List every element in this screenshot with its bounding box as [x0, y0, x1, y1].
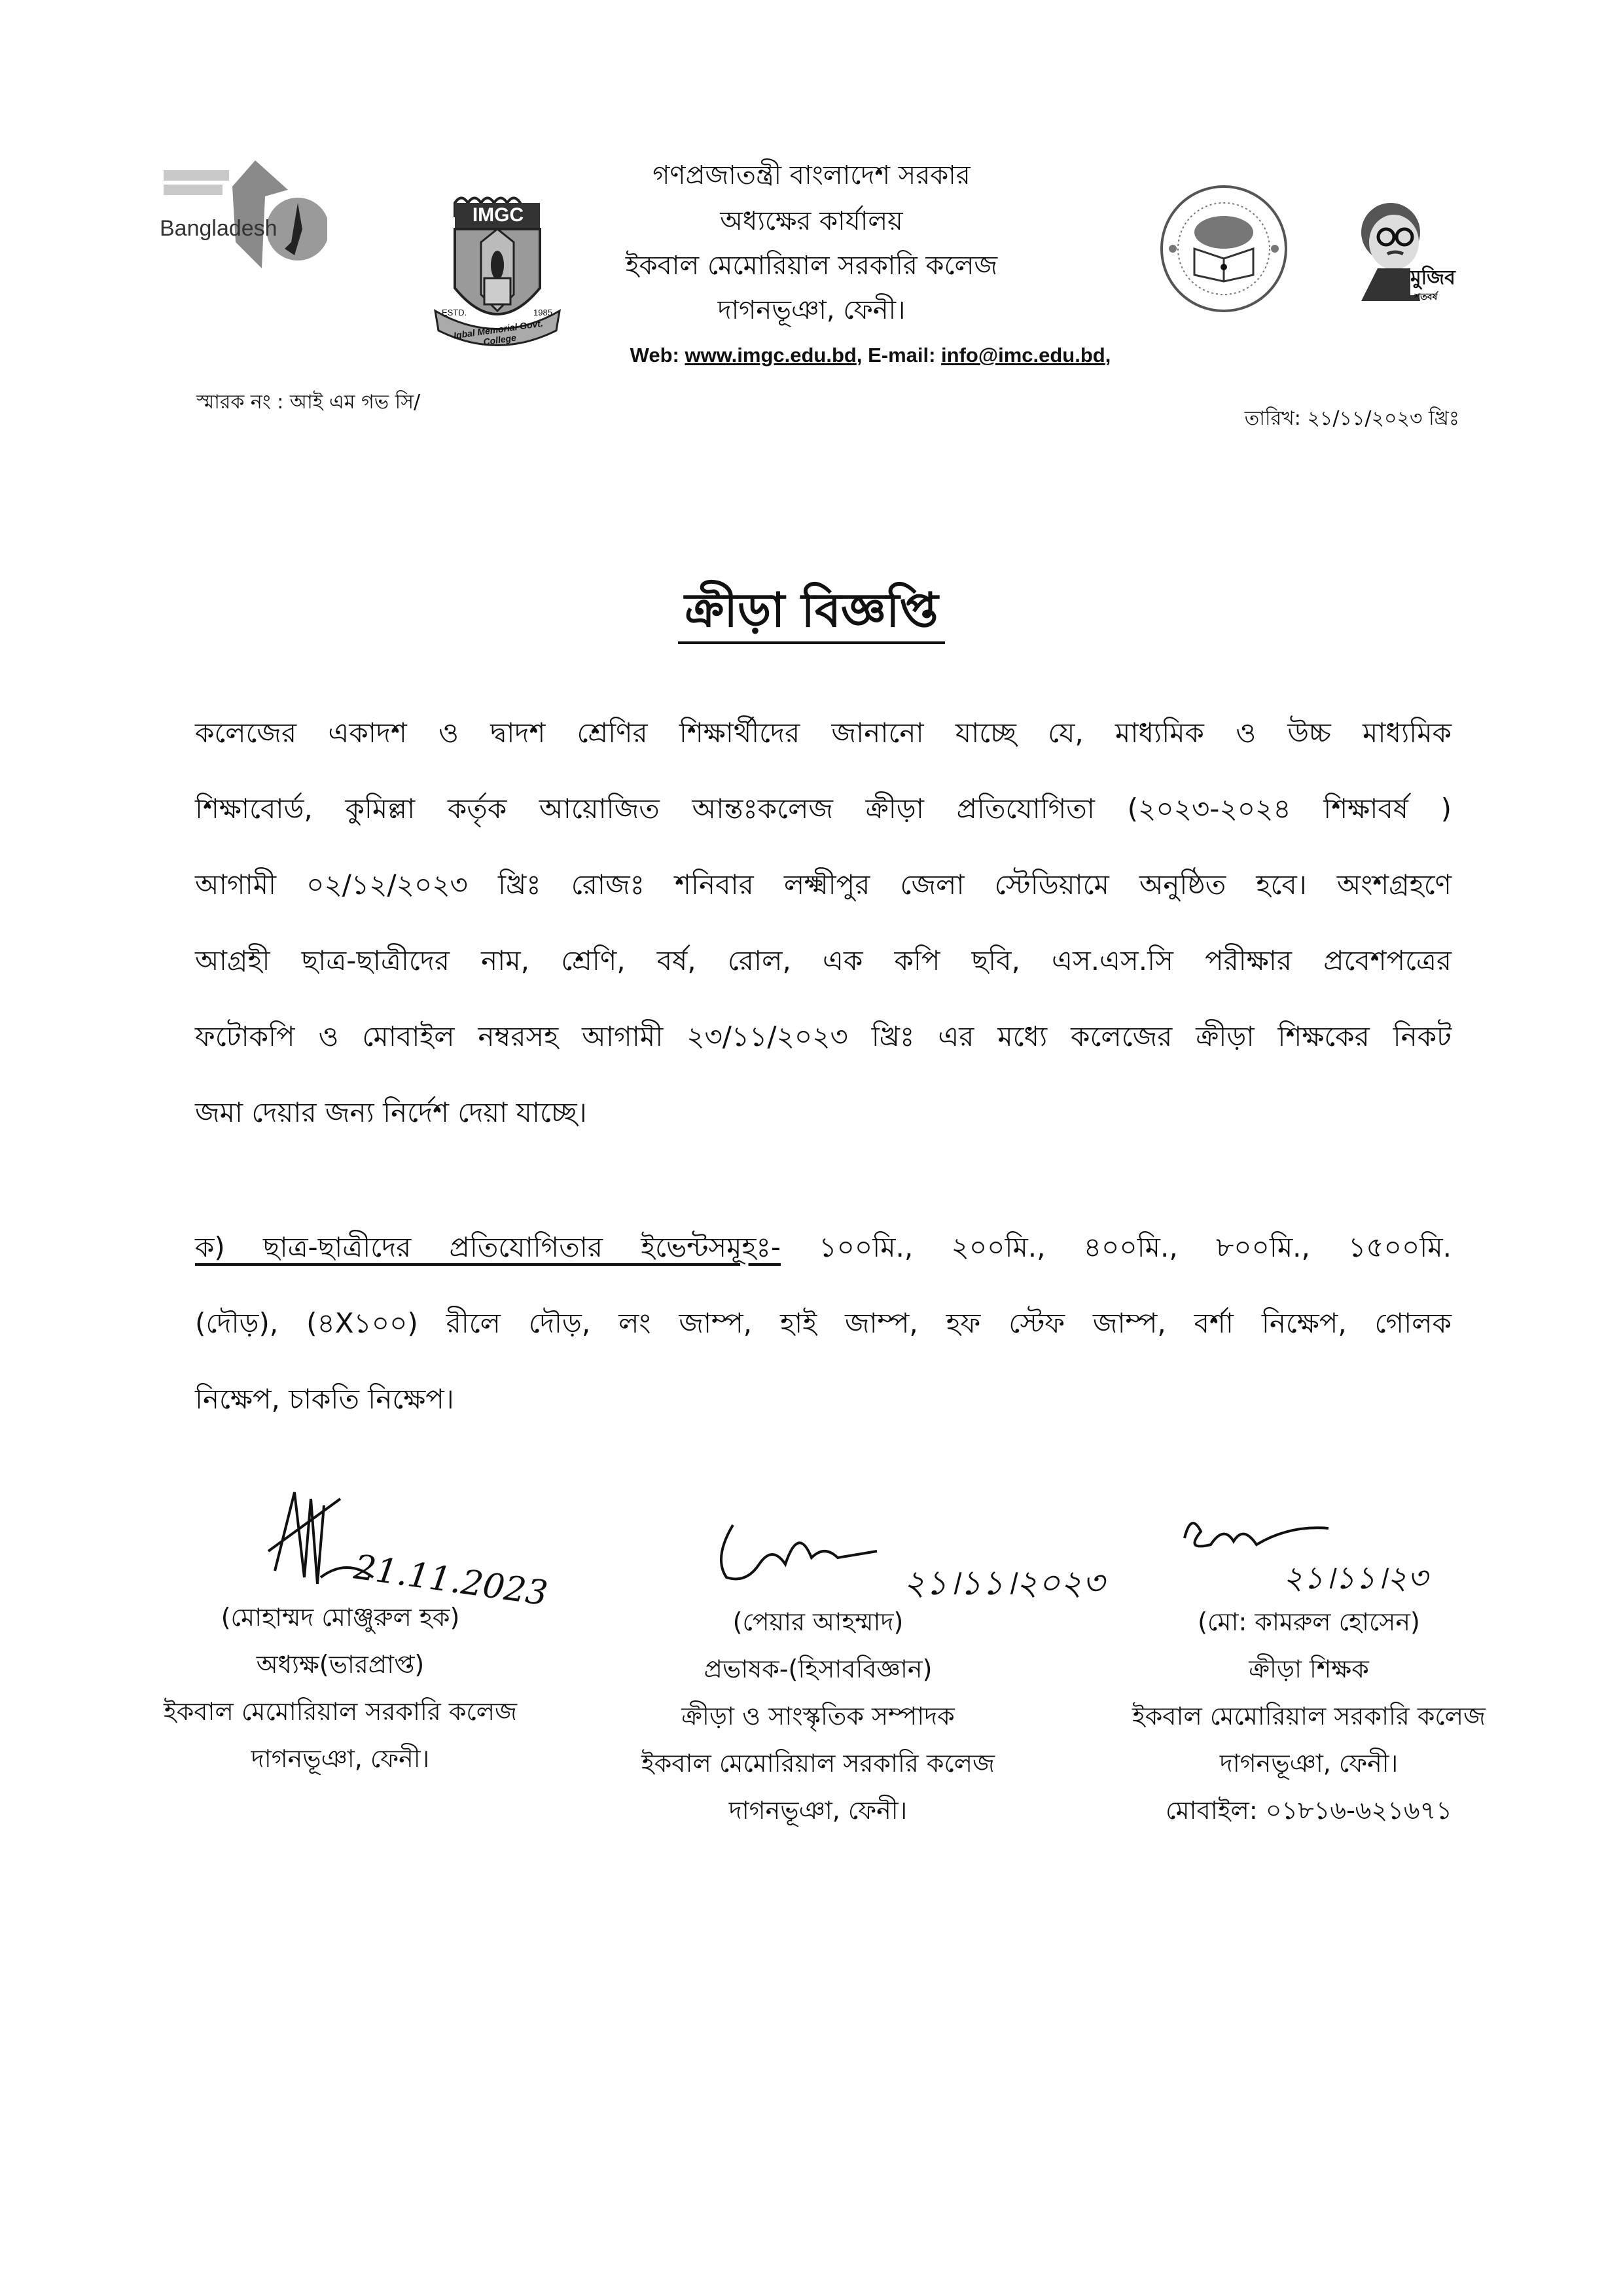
header-office: অধ্যক্ষের কার্যালয় — [720, 206, 903, 236]
mujib-label: মুজিব — [1410, 262, 1455, 295]
signatory-designation: ক্রীড়া শিক্ষক — [1249, 1655, 1369, 1683]
email-link[interactable]: info@imc.edu.bd — [941, 344, 1105, 367]
header-contact — [59, 344, 1623, 367]
signatory-institution: ইকবাল মেমোরিয়াল সরকারি কলেজ — [163, 1697, 518, 1726]
signatory-mobile: মোবাইল: ০১৮১৬-৬২১৬৭১ — [1166, 1796, 1452, 1825]
notice-body — [195, 695, 1452, 1151]
signature-block-principal — [137, 1594, 543, 1782]
mujib-sub-label: শতবর্ষ — [1415, 292, 1438, 302]
education-seal-logo — [1158, 183, 1289, 314]
signatory-institution: ইকবাল মেমোরিয়াল সরকারি কলেজ — [1132, 1702, 1486, 1731]
web-label: Web: — [630, 344, 685, 367]
college-crest-name: Iqbal Memorial Govt. College — [453, 317, 544, 348]
website-link[interactable]: www.imgc.edu.bd — [685, 344, 857, 367]
body-line: জমা দেয়ার জন্য নির্দেশ দেয়া যাচ্ছে। — [195, 1096, 587, 1128]
header-government: গণপ্রজাতন্ত্রী বাংলাদেশ সরকার — [652, 160, 971, 190]
college-crest-estd: ESTD. — [442, 308, 467, 317]
events-line: (দৌড়), (৪X১০০) রীলে দৌড়, লং জাম্প, হাই জাম্প, হফ স্টেফ জাম্প, বর্শা নিক্ষেপ, গোলক — [195, 1307, 1452, 1339]
signature-block-lecturer — [602, 1598, 1034, 1834]
signature-block-sports-teacher — [1073, 1598, 1544, 1834]
education-seal-icon — [1158, 183, 1289, 314]
events-section — [195, 1210, 1452, 1437]
body-line: শিক্ষাবোর্ড, কুমিল্লা কর্তৃক আয়োজিত আন্তঃকলেজ ক্রীড়া প্রতিযোগিতা (২০২৩-২০২৪ শিক্ষাবর্ষ ) — [195, 793, 1452, 825]
events-line — [195, 1210, 1452, 1285]
signature-3-date: ২১।১১।২৩ — [1283, 1560, 1428, 1596]
college-crest-year: 1985 — [533, 308, 552, 317]
contact-trailing: , — [1105, 344, 1111, 367]
events-races: ১০০মি., ২০০মি., ৪০০মি., ৮০০মি., ১৫০০মি. — [781, 1231, 1452, 1263]
signatory-address: দাগনভূঞা, ফেনী। — [251, 1744, 430, 1773]
memo-date: তারিখ: ২১/১১/২০২৩ খ্রিঃ — [1244, 407, 1459, 430]
signatory-designation: অধ্যক্ষ(ভারপ্রাপ্ত) — [256, 1650, 425, 1679]
memo-number: স্মারক নং : আই এম গভ সি/ — [196, 391, 421, 414]
college-crest-abbr: IMGC — [472, 204, 524, 226]
signature-lecturer-icon — [707, 1505, 903, 1597]
header-address: দাগনভূঞা, ফেনী। — [717, 295, 906, 325]
bangladesh-text: Bangladesh — [160, 216, 277, 241]
email-label: , E-mail: — [856, 344, 942, 367]
signature-2-date: ২১।১১।২০২৩ — [903, 1564, 1105, 1603]
signature-1-date: 21.11.2023 — [351, 1547, 550, 1614]
events-label: ক) ছাত্র-ছাত্রীদের প্রতিযোগিতার ইভেন্টসমূহঃ- — [195, 1231, 781, 1263]
notice-title — [0, 575, 1623, 653]
header-college-name: ইকবাল মেমোরিয়াল সরকারি কলেজ — [625, 251, 998, 281]
signatory-address: দাগনভূঞা, ফেনী। — [728, 1796, 908, 1825]
signatory-address: দাগনভূঞা, ফেনী। — [1219, 1749, 1399, 1778]
body-line: ফটোকপি ও মোবাইল নম্বরসহ আগামী ২৩/১১/২০২৩ খ্রিঃ এর মধ্যে কলেজের ক্রীড়া শিক্ষকের নিকট — [195, 1020, 1452, 1052]
signatory-designation: প্রভাষক-(হিসাববিজ্ঞান) — [704, 1655, 933, 1683]
signatory-name: (মো: কামরুল হোসেন) — [1198, 1607, 1420, 1636]
notice-title-text: ক্রীড়া বিজ্ঞপ্তি — [678, 583, 945, 644]
body-line: আগামী ০২/১২/২০২৩ খ্রিঃ রোজঃ শনিবার লক্ষ্মীপুর জেলা স্টেডিয়ামে অনুষ্ঠিত হবে। অংশগ্রহণে — [195, 869, 1452, 901]
body-line: আগ্রহী ছাত্র-ছাত্রীদের নাম, শ্রেণি, বর্ষ, রোল, এক কপি ছবি, এস.এস.সি পরীক্ষার প্রবেশপত্রের — [195, 944, 1452, 977]
signatory-name: (পেয়ার আহম্মাদ) — [732, 1607, 904, 1636]
body-line: কলেজের একাদশ ও দ্বাদশ শ্রেণির শিক্ষার্থীদের জানানো যাচ্ছে যে, মাধ্যমিক ও উচ্চ মাধ্যমিক — [195, 717, 1452, 749]
signatory-name: (মোহাম্মদ মোঞ্জুরুল হক) — [221, 1603, 460, 1632]
signatory-role: ক্রীড়া ও সাংস্কৃতিক সম্পাদক — [681, 1702, 955, 1731]
signatory-institution: ইকবাল মেমোরিয়াল সরকারি কলেজ — [641, 1749, 995, 1778]
events-line: নিক্ষেপ, চাকতি নিক্ষেপ। — [195, 1383, 454, 1415]
